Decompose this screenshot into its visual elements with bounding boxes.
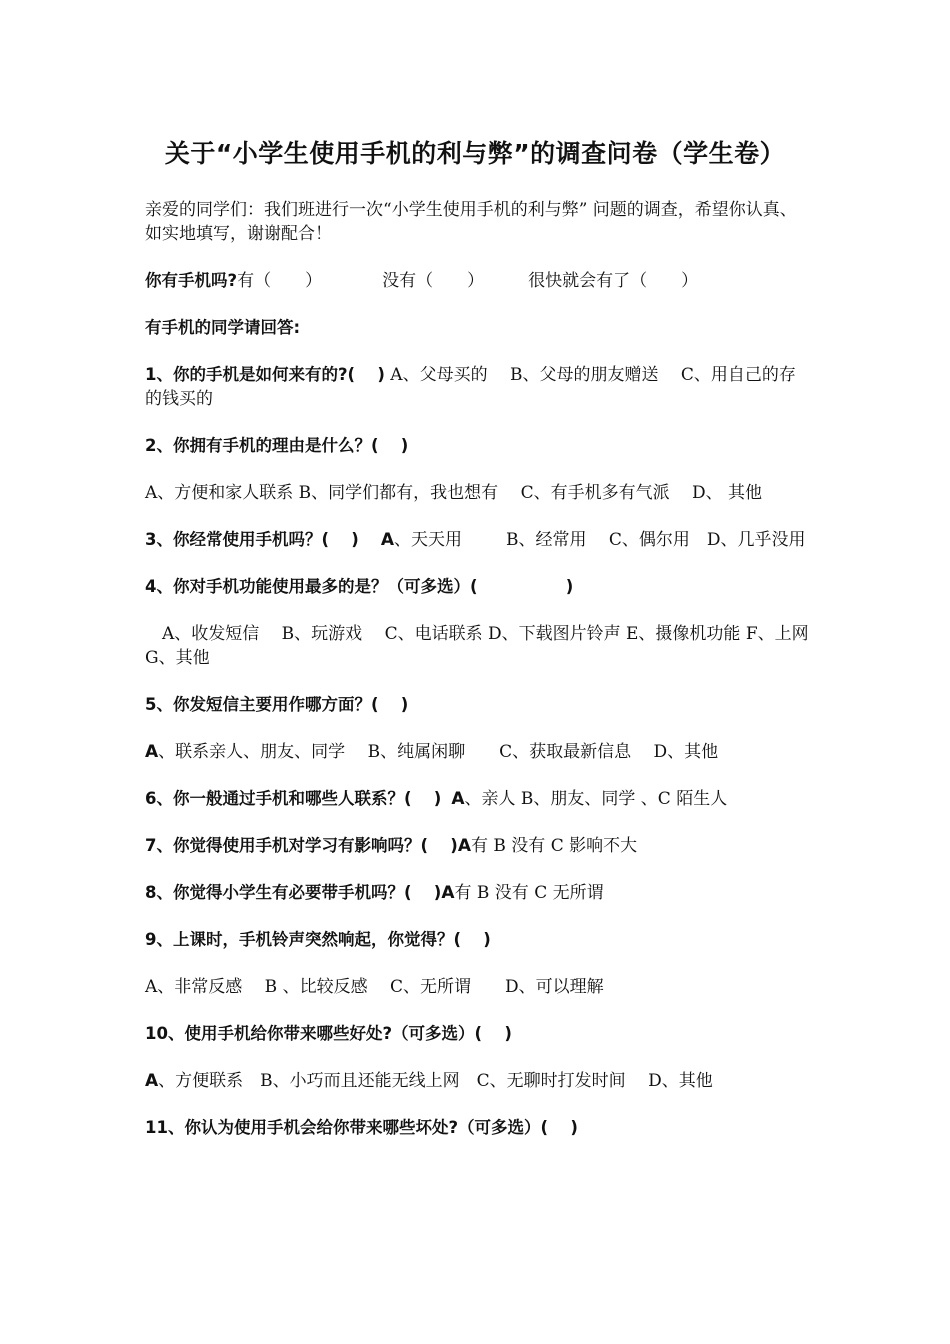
question-10-option-a-letter: A xyxy=(145,1071,159,1091)
question-7-option-a-letter: A xyxy=(457,836,471,856)
intro-paragraph: 亲爱的同学们：我们班进行一次“小学生使用手机的利与弊” 问题的调查，希望你认真、如实地填写，谢谢配合！ xyxy=(145,200,797,244)
question-4-options: A、收发短信 B、玩游戏 C、电话联系 D、下载图片铃声 E、摄像机功能 F、上网 G、其他 xyxy=(145,624,809,668)
question-1-label: 1、你的手机是如何来有的?( ) xyxy=(145,365,385,384)
question-7-options: 有 B 没有 C 影响不大 xyxy=(470,836,638,856)
question-3-option-a-letter: A xyxy=(380,530,394,550)
question-0-option-b: 没有（ ） xyxy=(382,271,485,291)
question-5-label: 5、你发短信主要用作哪方面？( ) xyxy=(145,695,409,714)
question-0-option-a: 有（ ） xyxy=(237,271,323,291)
question-8-label: 8、你觉得小学生有必要带手机吗？( ) xyxy=(145,883,442,902)
question-8-option-a-letter: A xyxy=(441,883,455,903)
question-0-label: 你有手机吗? xyxy=(145,271,238,290)
question-10-options xyxy=(145,1069,810,1093)
question-5-options xyxy=(145,740,810,764)
question-6-option-a-letter: A xyxy=(451,789,465,809)
question-2-options: A、方便和家人联系 B、同学们都有，我也想有 C、有手机多有气派 D、 其他 xyxy=(145,483,763,503)
question-3-label: 3、你经常使用手机吗？( ) xyxy=(145,530,359,549)
question-4-label: 4、你对手机功能使用最多的是？（可多选）( ) xyxy=(145,577,574,596)
question-3-options: B、经常用 C、偶尔用 D、几乎没用 xyxy=(505,530,806,550)
question-9-label: 9、上课时，手机铃声突然响起，你觉得？( ) xyxy=(145,930,491,949)
section-heading: 有手机的同学请回答: xyxy=(145,318,301,337)
questionnaire-body xyxy=(145,198,810,1163)
question-7-label: 7、你觉得使用手机对学习有影响吗？( ) xyxy=(145,836,458,855)
question-1-options: A、父母买的 B、父母的朋友赠送 C、用自己的存的钱买的 xyxy=(145,365,796,409)
question-5-option-a-letter: A xyxy=(145,742,159,762)
question-6-options: 、亲人 B、朋友、同学 、C 陌生人 xyxy=(464,789,728,809)
question-8-options: 有 B 没有 C 无所谓 xyxy=(454,883,604,903)
question-3-option-a-text: 、天天用 xyxy=(393,530,462,550)
question-0-option-c: 很快就会有了（ ） xyxy=(528,271,699,291)
question-10-label: 10、使用手机给你带来哪些好处?（可多选）( ) xyxy=(145,1024,512,1043)
question-10-options-text: 、方便联系 B、小巧而且还能无线上网 C、无聊时打发时间 D、其他 xyxy=(158,1071,713,1091)
page-title: 关于“小学生使用手机的利与弊”的调查问卷（学生卷） xyxy=(164,139,786,168)
question-2-label: 2、你拥有手机的理由是什么？( ) xyxy=(145,436,409,455)
question-0 xyxy=(145,269,810,293)
question-7 xyxy=(145,834,810,858)
question-9-options: A、非常反感 B 、比较反感 C、无所谓 D、可以理解 xyxy=(145,977,604,997)
question-3 xyxy=(145,528,810,552)
question-6-label: 6、你一般通过手机和哪些人联系？( ) xyxy=(145,789,442,808)
question-11-label: 11、你认为使用手机会给你带来哪些坏处?（可多选）( ) xyxy=(145,1118,578,1137)
question-8 xyxy=(145,881,810,905)
question-5-options-text: 、联系亲人、朋友、同学 B、纯属闲聊 C、获取最新信息 D、其他 xyxy=(158,742,719,762)
question-1 xyxy=(145,363,810,411)
question-6 xyxy=(145,787,810,811)
